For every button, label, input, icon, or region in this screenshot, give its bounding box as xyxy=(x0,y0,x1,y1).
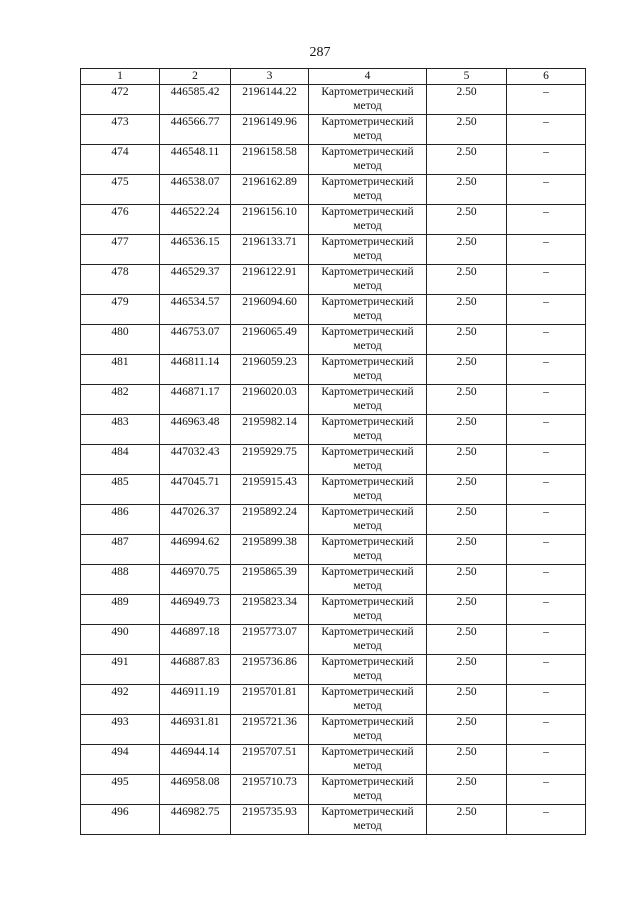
note-cell: – xyxy=(507,535,586,565)
table-row xyxy=(81,445,586,475)
y-coordinate-cell: 2195701.81 xyxy=(231,685,309,715)
y-coordinate-cell: 2195929.75 xyxy=(231,445,309,475)
y-coordinate-cell: 2195892.24 xyxy=(231,505,309,535)
point-number-cell: 487 xyxy=(81,535,160,565)
accuracy-cell: 2.50 xyxy=(427,205,507,235)
table-row xyxy=(81,85,586,115)
x-coordinate-cell: 446911.19 xyxy=(160,685,231,715)
table-row xyxy=(81,535,586,565)
table-row xyxy=(81,655,586,685)
note-cell: – xyxy=(507,355,586,385)
accuracy-cell: 2.50 xyxy=(427,235,507,265)
point-number-cell: 495 xyxy=(81,775,160,805)
x-coordinate-cell: 446982.75 xyxy=(160,805,231,835)
x-coordinate-cell: 446970.75 xyxy=(160,565,231,595)
note-cell: – xyxy=(507,685,586,715)
x-coordinate-cell: 446963.48 xyxy=(160,415,231,445)
table-row xyxy=(81,505,586,535)
y-coordinate-cell: 2196156.10 xyxy=(231,205,309,235)
table-row xyxy=(81,475,586,505)
y-coordinate-cell: 2196122.91 xyxy=(231,265,309,295)
y-coordinate-cell: 2196144.22 xyxy=(231,85,309,115)
x-coordinate-cell: 446548.11 xyxy=(160,145,231,175)
point-number-cell: 484 xyxy=(81,445,160,475)
point-number-cell: 477 xyxy=(81,235,160,265)
accuracy-cell: 2.50 xyxy=(427,325,507,355)
y-coordinate-cell: 2195710.73 xyxy=(231,775,309,805)
table-row xyxy=(81,745,586,775)
y-coordinate-cell: 2195899.38 xyxy=(231,535,309,565)
x-coordinate-cell: 446944.14 xyxy=(160,745,231,775)
method-cell: Картометрический метод xyxy=(309,85,427,115)
point-number-cell: 482 xyxy=(81,385,160,415)
table-row xyxy=(81,565,586,595)
accuracy-cell: 2.50 xyxy=(427,475,507,505)
table-row xyxy=(81,115,586,145)
x-coordinate-cell: 447032.43 xyxy=(160,445,231,475)
note-cell: – xyxy=(507,115,586,145)
point-number-cell: 492 xyxy=(81,685,160,715)
method-cell: Картометрический метод xyxy=(309,415,427,445)
x-coordinate-cell: 446529.37 xyxy=(160,265,231,295)
point-number-cell: 485 xyxy=(81,475,160,505)
method-cell: Картометрический метод xyxy=(309,805,427,835)
point-number-cell: 494 xyxy=(81,745,160,775)
table-row xyxy=(81,235,586,265)
x-coordinate-cell: 446585.42 xyxy=(160,85,231,115)
x-coordinate-cell: 447026.37 xyxy=(160,505,231,535)
note-cell: – xyxy=(507,175,586,205)
x-coordinate-cell: 446566.77 xyxy=(160,115,231,145)
note-cell: – xyxy=(507,655,586,685)
note-cell: – xyxy=(507,235,586,265)
x-coordinate-cell: 446887.83 xyxy=(160,655,231,685)
point-number-cell: 473 xyxy=(81,115,160,145)
note-cell: – xyxy=(507,565,586,595)
y-coordinate-cell: 2196149.96 xyxy=(231,115,309,145)
y-coordinate-cell: 2195865.39 xyxy=(231,565,309,595)
accuracy-cell: 2.50 xyxy=(427,685,507,715)
header-row xyxy=(81,69,586,85)
note-cell: – xyxy=(507,415,586,445)
table-body xyxy=(81,85,586,835)
table-header xyxy=(81,69,586,85)
note-cell: – xyxy=(507,625,586,655)
method-cell: Картометрический метод xyxy=(309,115,427,145)
accuracy-cell: 2.50 xyxy=(427,385,507,415)
method-cell: Картометрический метод xyxy=(309,565,427,595)
accuracy-cell: 2.50 xyxy=(427,85,507,115)
table-row xyxy=(81,205,586,235)
y-coordinate-cell: 2195707.51 xyxy=(231,745,309,775)
table-row xyxy=(81,625,586,655)
note-cell: – xyxy=(507,445,586,475)
note-cell: – xyxy=(507,265,586,295)
x-coordinate-cell: 446538.07 xyxy=(160,175,231,205)
coordinates-table xyxy=(80,68,586,835)
note-cell: – xyxy=(507,145,586,175)
accuracy-cell: 2.50 xyxy=(427,505,507,535)
point-number-cell: 483 xyxy=(81,415,160,445)
table-row xyxy=(81,685,586,715)
accuracy-cell: 2.50 xyxy=(427,115,507,145)
note-cell: – xyxy=(507,595,586,625)
header-col-1: 1 xyxy=(81,69,160,85)
x-coordinate-cell: 446534.57 xyxy=(160,295,231,325)
accuracy-cell: 2.50 xyxy=(427,175,507,205)
table-row xyxy=(81,715,586,745)
y-coordinate-cell: 2196059.23 xyxy=(231,355,309,385)
table-row xyxy=(81,295,586,325)
method-cell: Картометрический метод xyxy=(309,715,427,745)
y-coordinate-cell: 2195982.14 xyxy=(231,415,309,445)
table-row xyxy=(81,775,586,805)
point-number-cell: 486 xyxy=(81,505,160,535)
y-coordinate-cell: 2196158.58 xyxy=(231,145,309,175)
y-coordinate-cell: 2196133.71 xyxy=(231,235,309,265)
x-coordinate-cell: 446871.17 xyxy=(160,385,231,415)
x-coordinate-cell: 446958.08 xyxy=(160,775,231,805)
note-cell: – xyxy=(507,325,586,355)
accuracy-cell: 2.50 xyxy=(427,655,507,685)
note-cell: – xyxy=(507,85,586,115)
point-number-cell: 491 xyxy=(81,655,160,685)
method-cell: Картометрический метод xyxy=(309,355,427,385)
point-number-cell: 475 xyxy=(81,175,160,205)
note-cell: – xyxy=(507,385,586,415)
point-number-cell: 474 xyxy=(81,145,160,175)
note-cell: – xyxy=(507,745,586,775)
method-cell: Картометрический метод xyxy=(309,685,427,715)
y-coordinate-cell: 2195721.36 xyxy=(231,715,309,745)
note-cell: – xyxy=(507,205,586,235)
note-cell: – xyxy=(507,775,586,805)
table-row xyxy=(81,145,586,175)
point-number-cell: 476 xyxy=(81,205,160,235)
accuracy-cell: 2.50 xyxy=(427,805,507,835)
table-row xyxy=(81,385,586,415)
accuracy-cell: 2.50 xyxy=(427,415,507,445)
page-number: 287 xyxy=(309,45,331,60)
accuracy-cell: 2.50 xyxy=(427,595,507,625)
point-number-cell: 490 xyxy=(81,625,160,655)
x-coordinate-cell: 446949.73 xyxy=(160,595,231,625)
point-number-cell: 478 xyxy=(81,265,160,295)
header-col-4: 4 xyxy=(309,69,427,85)
table-row xyxy=(81,805,586,835)
accuracy-cell: 2.50 xyxy=(427,775,507,805)
accuracy-cell: 2.50 xyxy=(427,145,507,175)
accuracy-cell: 2.50 xyxy=(427,715,507,745)
method-cell: Картометрический метод xyxy=(309,385,427,415)
note-cell: – xyxy=(507,805,586,835)
method-cell: Картометрический метод xyxy=(309,775,427,805)
header-col-3: 3 xyxy=(231,69,309,85)
y-coordinate-cell: 2196065.49 xyxy=(231,325,309,355)
y-coordinate-cell: 2195735.93 xyxy=(231,805,309,835)
y-coordinate-cell: 2195773.07 xyxy=(231,625,309,655)
x-coordinate-cell: 446536.15 xyxy=(160,235,231,265)
method-cell: Картометрический метод xyxy=(309,535,427,565)
accuracy-cell: 2.50 xyxy=(427,745,507,775)
method-cell: Картометрический метод xyxy=(309,295,427,325)
x-coordinate-cell: 446753.07 xyxy=(160,325,231,355)
note-cell: – xyxy=(507,505,586,535)
x-coordinate-cell: 446522.24 xyxy=(160,205,231,235)
table-row xyxy=(81,175,586,205)
accuracy-cell: 2.50 xyxy=(427,535,507,565)
point-number-cell: 493 xyxy=(81,715,160,745)
point-number-cell: 479 xyxy=(81,295,160,325)
point-number-cell: 472 xyxy=(81,85,160,115)
y-coordinate-cell: 2195915.43 xyxy=(231,475,309,505)
note-cell: – xyxy=(507,295,586,325)
header-col-6: 6 xyxy=(507,69,586,85)
point-number-cell: 488 xyxy=(81,565,160,595)
x-coordinate-cell: 446931.81 xyxy=(160,715,231,745)
y-coordinate-cell: 2196162.89 xyxy=(231,175,309,205)
method-cell: Картометрический метод xyxy=(309,265,427,295)
header-col-2: 2 xyxy=(160,69,231,85)
table-row xyxy=(81,355,586,385)
method-cell: Картометрический метод xyxy=(309,235,427,265)
header-col-5: 5 xyxy=(427,69,507,85)
method-cell: Картометрический метод xyxy=(309,745,427,775)
accuracy-cell: 2.50 xyxy=(427,265,507,295)
table-row xyxy=(81,325,586,355)
note-cell: – xyxy=(507,475,586,505)
y-coordinate-cell: 2196094.60 xyxy=(231,295,309,325)
method-cell: Картометрический метод xyxy=(309,625,427,655)
method-cell: Картометрический метод xyxy=(309,655,427,685)
note-cell: – xyxy=(507,715,586,745)
method-cell: Картометрический метод xyxy=(309,445,427,475)
method-cell: Картометрический метод xyxy=(309,475,427,505)
table-row xyxy=(81,415,586,445)
method-cell: Картометрический метод xyxy=(309,325,427,355)
method-cell: Картометрический метод xyxy=(309,205,427,235)
accuracy-cell: 2.50 xyxy=(427,445,507,475)
method-cell: Картометрический метод xyxy=(309,505,427,535)
table-row xyxy=(81,595,586,625)
accuracy-cell: 2.50 xyxy=(427,295,507,325)
accuracy-cell: 2.50 xyxy=(427,565,507,595)
x-coordinate-cell: 446811.14 xyxy=(160,355,231,385)
method-cell: Картометрический метод xyxy=(309,595,427,625)
accuracy-cell: 2.50 xyxy=(427,355,507,385)
y-coordinate-cell: 2196020.03 xyxy=(231,385,309,415)
method-cell: Картометрический метод xyxy=(309,175,427,205)
y-coordinate-cell: 2195736.86 xyxy=(231,655,309,685)
method-cell: Картометрический метод xyxy=(309,145,427,175)
table-row xyxy=(81,265,586,295)
x-coordinate-cell: 446897.18 xyxy=(160,625,231,655)
point-number-cell: 480 xyxy=(81,325,160,355)
point-number-cell: 496 xyxy=(81,805,160,835)
x-coordinate-cell: 447045.71 xyxy=(160,475,231,505)
accuracy-cell: 2.50 xyxy=(427,625,507,655)
point-number-cell: 481 xyxy=(81,355,160,385)
y-coordinate-cell: 2195823.34 xyxy=(231,595,309,625)
point-number-cell: 489 xyxy=(81,595,160,625)
x-coordinate-cell: 446994.62 xyxy=(160,535,231,565)
